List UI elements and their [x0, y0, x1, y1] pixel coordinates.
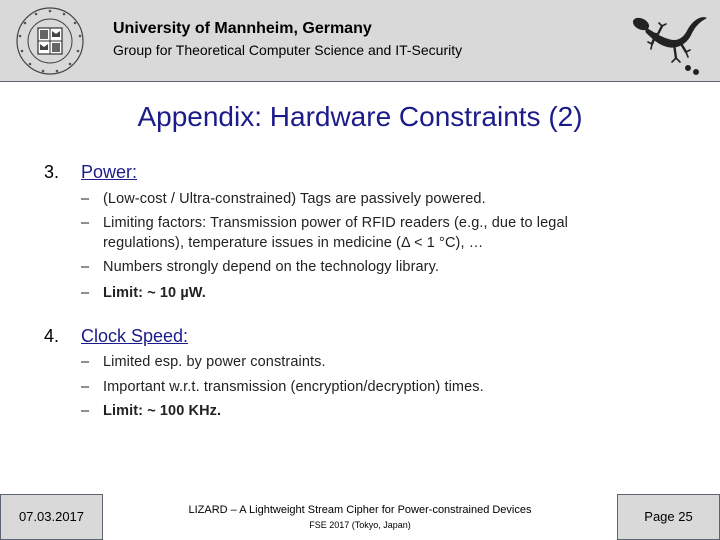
lizard-icon [626, 4, 710, 78]
bullet-dash: – [81, 403, 90, 419]
bullet-dash: – [81, 259, 90, 275]
bullet-dash: – [81, 191, 90, 207]
page-number: Page 25 [617, 494, 720, 540]
section-number: 3. [44, 162, 60, 182]
university-name: University of Mannheim, Germany [113, 20, 372, 37]
bullet-dash: – [81, 285, 90, 301]
slide-header [0, 0, 720, 82]
section-heading: Clock Speed: [81, 326, 189, 346]
footer-caption [103, 494, 617, 540]
footer-venue: FSE 2017 (Tokyo, Japan) [309, 520, 411, 530]
slide-title: Appendix: Hardware Constraints (2) [137, 101, 583, 132]
bullet-dash: – [81, 379, 90, 395]
footer-date: 07.03.2017 [0, 494, 103, 540]
footer-talk-title: LIZARD – A Lightweight Stream Cipher for Power-constrained Devices [188, 504, 532, 516]
university-seal-icon [14, 6, 86, 76]
bullet-dash: – [81, 215, 90, 231]
bullet-dash: – [81, 354, 90, 370]
group-name: Group for Theoretical Computer Science and IT-Security [113, 42, 463, 58]
section-number: 4. [44, 326, 60, 346]
section-heading: Power: [81, 162, 138, 182]
